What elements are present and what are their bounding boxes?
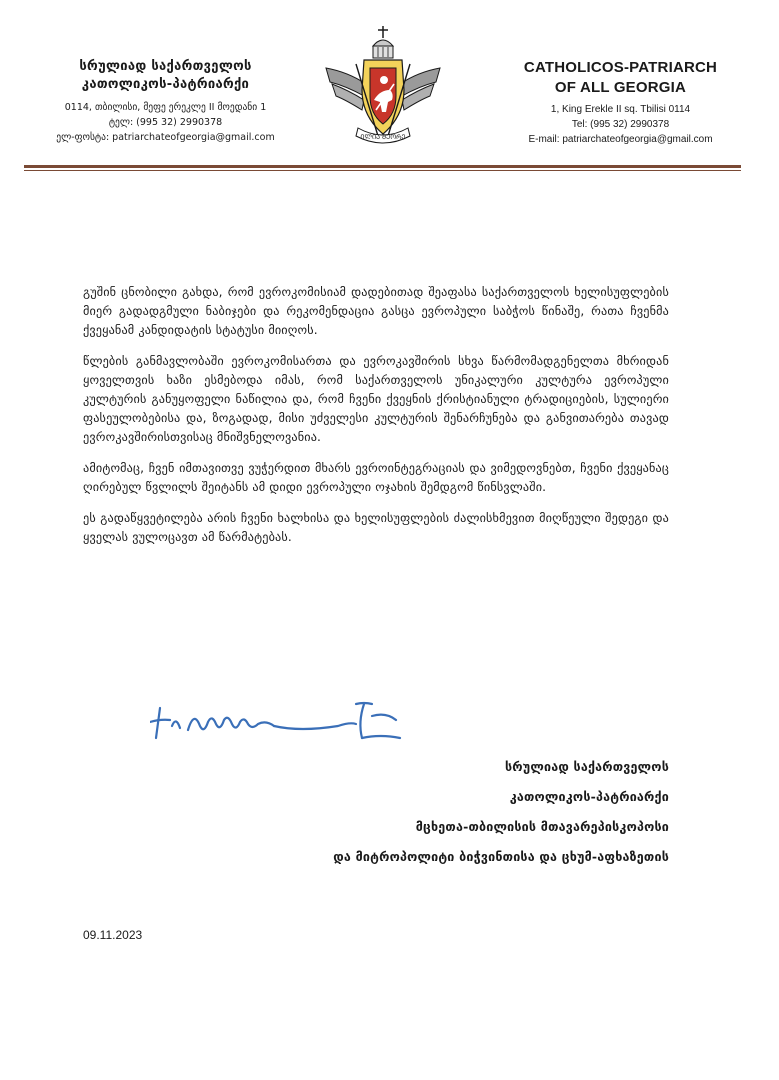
header-right-email: E-mail: patriarchateofgeorgia@gmail.com	[528, 134, 713, 145]
signatory-title-block	[333, 752, 669, 872]
header-divider-thick	[24, 165, 741, 168]
header-right-title-line1: CATHOLICOS-PATRIARCH	[523, 59, 718, 76]
header-left-phone: ტელ: (995 32) 2990378	[108, 117, 223, 128]
patriarchate-coat-of-arms-icon	[318, 24, 448, 154]
emblem-ribbon-text: ᲘᲚᲘᲐ ᲛᲔᲝᲠᲔ	[360, 133, 406, 141]
header-right-address: 1, King Erekle II sq. Tbilisi 0114	[550, 104, 691, 115]
body-paragraph-1: გუშინ ცნობილი გახდა, რომ ევროკომისიამ დადებითად შეაფასა საქართველოს ხელისუფლების მიერ გადადგმული ნაბიჯები და რეკომენდაცია გასცა ევროპული საბჭოს წინაშე, რათა ჩვენმა ქვეყანამ კანდიდატის სტატუსი მიიღოს.	[83, 285, 669, 337]
signatory-line-4: და მიტროპოლიტი ბიჭვინთისა და ცხუმ-აფხაზეთის	[333, 849, 669, 864]
body-paragraph-4: ეს გადაწყვეტილება არის ჩვენი ხალხისა და ხელისუფლების ძალისხმევით მიღწეული შედეგი და ყველას ვულოცავთ ამ წარმატებას.	[83, 511, 669, 544]
header-left-georgian	[28, 58, 303, 145]
signatory-line-3: მცხეთა-თბილისის მთავარეპისკოპოსი	[415, 819, 669, 834]
body-paragraph-3: ამიტომაც, ჩვენ იმთავითვე ვუჭერდით მხარს ევროინტეგრაციას და ვიმედოვნებთ, ჩვენი ქვეყანაც ღირებულ წვლილს შეიტანს ამ დიდი ევროპული ოჯახის შემდგომ წინსვლაში.	[83, 461, 669, 494]
header-left-title-line2: კათოლიკოს-პატრიარქი	[81, 77, 250, 92]
header-left-email: ელ-ფოსტა: patriarchateofgeorgia@gmail.com	[56, 132, 275, 143]
header-right-phone: Tel: (995 32) 2990378	[571, 119, 670, 130]
letter-date: 09.11.2023	[83, 928, 143, 942]
header-left-address: 0114, თბილისი, მეფე ერეკლე II მოედანი 1	[64, 102, 267, 113]
header-right-title-line2: OF ALL GEORGIA	[554, 79, 687, 96]
letter-body	[83, 283, 669, 559]
header-right-english	[488, 58, 753, 147]
body-paragraph-2: წლების განმავლობაში ევროკომისართა და ევროკავშირის სხვა წარმომადგენელთა მხრიდან ყოველთვის ხაზი ესმებოდა იმას, რომ საქართველოს უნიკალური კულტურა ევროპული კულტურის განუყოფელი ნაწილია და, რომ ჩვენი ქვეყნის ქრისტიანული ტრადიციების, სულიერი ფასეულობებისა და, ზოგადად, მისი უძველესი კულტურის შენარჩუნება და განვითარება თავად ევროკავშირისთვისაც მნიშვნელოვანია.	[83, 354, 669, 444]
signatory-line-1: სრულიად საქართველოს	[504, 759, 669, 774]
handwritten-signature-icon	[150, 692, 410, 748]
header-left-title-line1: სრულიად საქართველოს	[79, 59, 252, 74]
header-divider-thin	[24, 170, 741, 171]
signatory-line-2: კათოლიკოს-პატრიარქი	[509, 789, 669, 804]
